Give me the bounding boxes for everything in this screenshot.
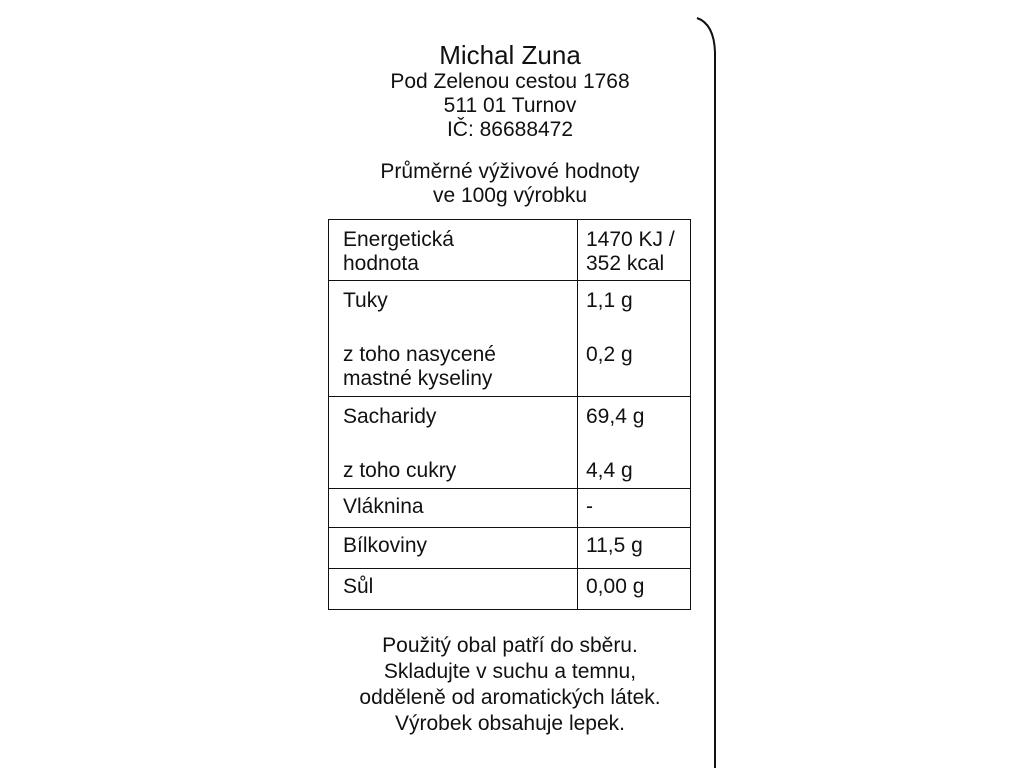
saturated-value: 0,2 g xyxy=(586,343,633,366)
producer-street: Pod Zelenou cestou 1768 xyxy=(390,70,630,93)
nutrition-heading xyxy=(300,160,720,208)
table-row-fat xyxy=(329,281,691,397)
salt-value: 0,00 g xyxy=(586,575,645,598)
producer-block xyxy=(300,40,720,142)
table-row-energy xyxy=(329,220,691,281)
producer-name: Michal Zuna xyxy=(439,40,581,70)
fibre-name: Vláknina xyxy=(343,495,424,518)
energy-name-line-1: Energetická xyxy=(343,228,454,251)
energy-name-cell xyxy=(329,220,578,281)
notes-line-3: odděleně od aromatických látek. xyxy=(359,686,661,709)
carbs-value-cell xyxy=(578,397,691,489)
fibre-value: - xyxy=(586,495,593,518)
energy-value-line-2: 352 kcal xyxy=(586,252,665,275)
saturated-name-line-2: mastné kyseliny xyxy=(343,367,493,390)
fibre-name-cell xyxy=(329,489,578,528)
notes-line-1: Použitý obal patří do sběru. xyxy=(382,634,638,657)
energy-name-line-2: hodnota xyxy=(343,252,419,275)
salt-name-cell xyxy=(329,569,578,610)
salt-name: Sůl xyxy=(343,575,374,598)
table-row-protein xyxy=(329,528,691,569)
storage-notes xyxy=(290,633,730,737)
sugars-name: z toho cukry xyxy=(343,459,457,482)
producer-ic: IČ: 86688472 xyxy=(446,118,574,141)
nutrition-heading-line-1: Průměrné výživové hodnoty xyxy=(380,160,640,183)
fat-name-cell xyxy=(329,281,578,397)
producer-city: 511 01 Turnov xyxy=(443,94,577,117)
carbs-name-cell xyxy=(329,397,578,489)
notes-line-2: Skladujte v suchu a temnu, xyxy=(383,660,637,683)
sugars-value: 4,4 g xyxy=(586,459,633,482)
nutrition-table xyxy=(328,219,691,610)
protein-name-cell xyxy=(329,528,578,569)
fat-value-cell xyxy=(578,281,691,397)
carbs-value: 69,4 g xyxy=(586,405,645,428)
salt-value-cell xyxy=(578,569,691,610)
protein-value: 11,5 g xyxy=(586,534,643,557)
fibre-value-cell xyxy=(578,489,691,528)
energy-value-cell xyxy=(578,220,691,281)
energy-value-line-1: 1470 KJ / xyxy=(586,228,675,251)
nutrition-heading-line-2: ve 100g výrobku xyxy=(432,184,588,207)
saturated-name-line-1: z toho nasycené xyxy=(343,343,496,366)
table-row-carbohydrates xyxy=(329,397,691,489)
table-row-fibre xyxy=(329,489,691,528)
fat-name: Tuky xyxy=(343,289,388,312)
table-row-salt xyxy=(329,569,691,610)
fat-value: 1,1 g xyxy=(586,289,633,312)
notes-line-4: Výrobek obsahuje lepek. xyxy=(395,712,625,735)
protein-value-cell xyxy=(578,528,691,569)
carbs-name: Sacharidy xyxy=(343,405,437,428)
protein-name: Bílkoviny xyxy=(343,534,428,557)
